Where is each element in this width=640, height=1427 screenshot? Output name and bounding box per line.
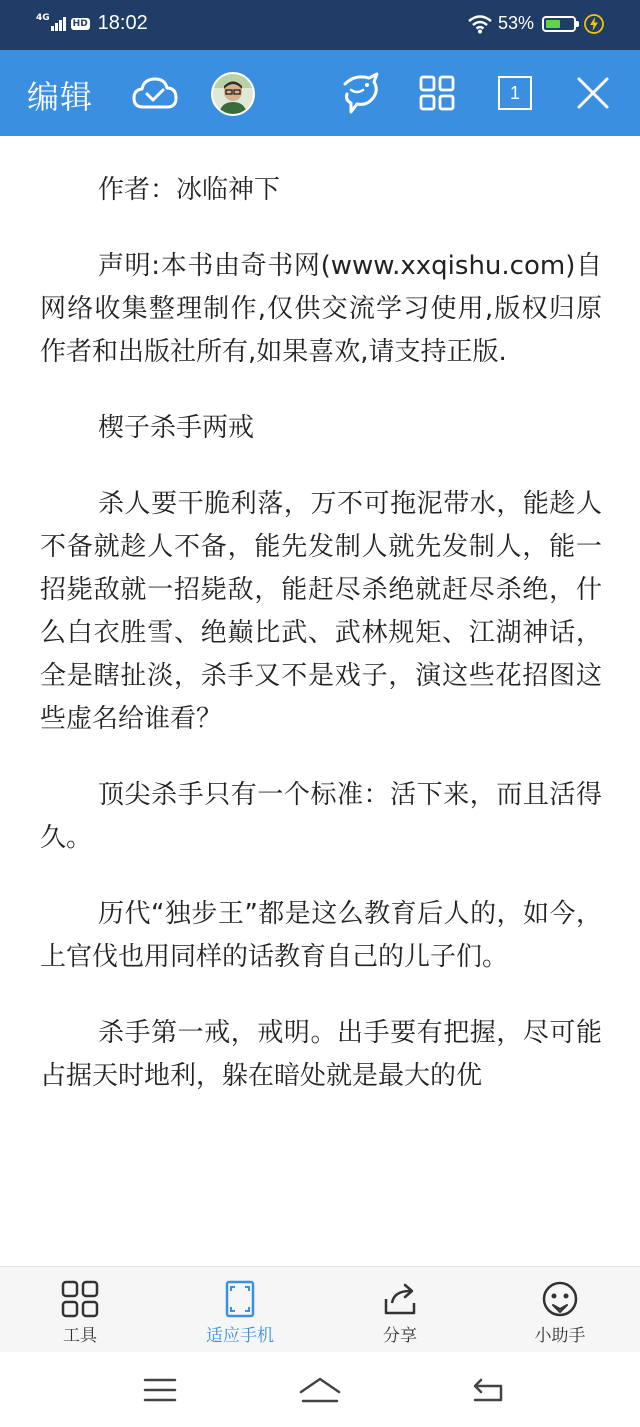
paragraph-body: 历代“独步王”都是这么教育后人的，如今，上官伐也用同样的话教育自己的儿子们。 xyxy=(40,899,602,972)
hd-badge: HD xyxy=(72,18,88,29)
paragraph-body: 杀人要干脆利落，万不可拖泥带水，能趁人不备就趁人不备，能先发制人就先发制人，能一招毙敌就一招毙敌，能赶尽杀绝就赶尽杀绝，什么白衣胜雪、绝巅比武、武林规矩、江湖神话，全是瞎扯淡，杀手又不是戏子，演这些花招图这些虚名给谁看？ xyxy=(40,489,602,734)
share-button[interactable] xyxy=(340,1267,460,1353)
fit-phone-label: 适应手机 xyxy=(206,1326,274,1346)
paragraph-statement: 声明:本书由奇书网(www.xxqishu.com)自网络收集整理制作,仅供交流学习使用,版权归原作者和出版社所有,如果喜欢,请支持正版. xyxy=(40,251,602,367)
cloud-sync-icon[interactable] xyxy=(130,68,180,118)
paragraph-author: 作者：冰临神下 xyxy=(98,175,281,205)
battery-icon xyxy=(542,16,576,32)
status-left xyxy=(36,12,148,35)
system-nav-bar xyxy=(0,1352,640,1427)
charging-icon xyxy=(584,14,604,34)
signal-icon xyxy=(51,17,67,31)
back-icon[interactable] xyxy=(458,1370,518,1410)
tools-label: 工具 xyxy=(63,1326,97,1346)
title-bar xyxy=(0,50,640,136)
paragraph-body: 顶尖杀手只有一个标准：活下来，而且活得久。 xyxy=(40,780,602,853)
tools-icon xyxy=(60,1279,100,1319)
page-number: 1 xyxy=(509,82,520,103)
menu-icon[interactable] xyxy=(130,1370,190,1410)
bottom-toolbar xyxy=(0,1266,640,1352)
close-icon[interactable] xyxy=(568,68,618,118)
assistant-icon xyxy=(540,1279,580,1319)
fit-phone-button[interactable] xyxy=(180,1267,300,1353)
assistant-button[interactable] xyxy=(500,1267,620,1353)
tools-button[interactable] xyxy=(20,1267,140,1353)
battery-level xyxy=(546,20,560,28)
status-bar xyxy=(0,0,640,50)
status-right xyxy=(468,13,604,34)
network-type: 4G xyxy=(36,12,50,23)
document-content[interactable] xyxy=(40,136,602,1266)
avatar[interactable] xyxy=(211,72,255,116)
home-icon[interactable] xyxy=(290,1370,350,1410)
fit-phone-icon xyxy=(220,1279,260,1319)
share-icon xyxy=(380,1279,420,1319)
dolphin-icon[interactable] xyxy=(335,68,385,118)
paragraph-body: 杀手第一戒，戒明。出手要有把握，尽可能占据天时地利，躲在暗处就是最大的优 xyxy=(40,1018,602,1091)
wifi-icon xyxy=(468,14,492,34)
assistant-label: 小助手 xyxy=(534,1326,586,1346)
battery-percent: 53% xyxy=(497,13,534,33)
grid-icon[interactable] xyxy=(412,68,462,118)
edit-button[interactable]: 编辑 xyxy=(27,78,94,116)
page-indicator[interactable] xyxy=(490,68,540,118)
paragraph-chapter-title: 楔子杀手两戒 xyxy=(98,413,255,443)
status-time: 18:02 xyxy=(97,12,148,34)
share-label: 分享 xyxy=(383,1326,417,1346)
